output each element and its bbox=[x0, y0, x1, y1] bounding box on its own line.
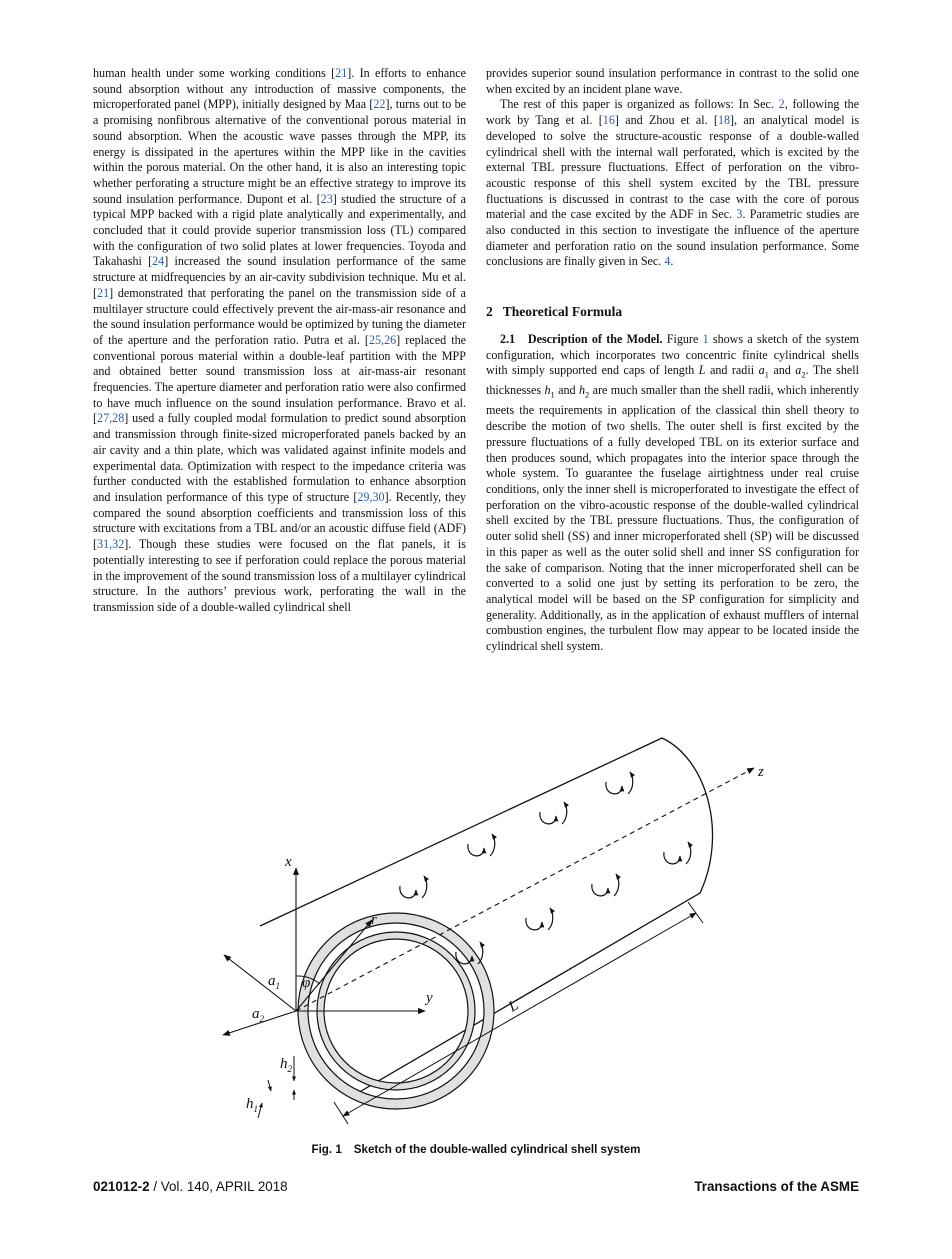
citation-link[interactable]: 16 bbox=[602, 113, 615, 128]
section-title: Theoretical Formula bbox=[502, 304, 623, 320]
z-axis-label: z bbox=[758, 764, 764, 780]
r-vector bbox=[296, 920, 372, 1011]
subscript: 2 bbox=[801, 369, 806, 380]
section-number: 2 bbox=[486, 304, 493, 320]
citation-link[interactable]: 18 bbox=[717, 113, 731, 128]
length-label: L bbox=[506, 997, 522, 1016]
h1-arrow-bottom bbox=[258, 1103, 262, 1118]
length-tick-right bbox=[688, 902, 703, 923]
length-dimension bbox=[343, 913, 696, 1116]
citation-link[interactable]: 21 bbox=[335, 66, 348, 80]
citation-link[interactable]: 3 bbox=[736, 207, 743, 222]
citation-link[interactable]: 2 bbox=[778, 97, 785, 112]
h1-arrow-top bbox=[268, 1080, 271, 1091]
citation-link[interactable]: 25,26 bbox=[368, 332, 397, 347]
turbulence-swirl-icon bbox=[686, 842, 691, 864]
math-symbol: L bbox=[698, 363, 706, 378]
math-symbol: h bbox=[544, 383, 551, 398]
turbulence-swirl-icon bbox=[526, 918, 542, 930]
turbulence-swirl-icon bbox=[614, 874, 619, 896]
subsection-title: Description of the Model. bbox=[527, 331, 663, 346]
footer-left bbox=[93, 1179, 288, 1194]
subscript: 2 bbox=[585, 389, 590, 400]
figure-number: Fig. 1 bbox=[311, 1143, 342, 1156]
right-column bbox=[486, 66, 859, 655]
left-column bbox=[93, 66, 466, 616]
citation-link[interactable]: 4 bbox=[664, 254, 671, 269]
a2-label: $a_2$ bbox=[252, 1006, 264, 1024]
x-axis-label: x bbox=[285, 854, 292, 870]
math-symbol: h bbox=[578, 383, 585, 398]
figure-caption bbox=[0, 1143, 952, 1156]
citation-link[interactable]: 23 bbox=[320, 191, 333, 206]
turbulence-swirl-icon bbox=[468, 844, 484, 856]
subscript: 1 bbox=[550, 389, 555, 400]
citation-link[interactable]: 27,28 bbox=[97, 411, 125, 426]
figure-shell-sketch bbox=[180, 738, 780, 1140]
citation-link[interactable]: 21 bbox=[97, 285, 110, 300]
turbulence-swirl-icon bbox=[540, 812, 556, 824]
body-paragraph: provides superior sound insulation performance in contrast to the solid one when excited by an incident plane wave. bbox=[486, 66, 859, 96]
a1-label: $a_1$ bbox=[268, 973, 280, 991]
turbulence-swirl-icon bbox=[664, 852, 680, 864]
h1-label: $h_1$ bbox=[246, 1096, 258, 1114]
turbulence-swirl-icon bbox=[562, 802, 567, 824]
length-tick-left bbox=[334, 1102, 348, 1124]
turbulence-swirl-icon bbox=[400, 886, 416, 898]
y-axis-label: y bbox=[426, 990, 433, 1006]
turbulence-swirl-icon bbox=[606, 782, 622, 794]
subsection-heading bbox=[500, 332, 663, 346]
body-paragraph: human health under some working conditions [21]. In efforts to enhance sound absorption without any introduction of massive components, the microperforated panel (MPP), initially designed by Maa [22], turns out to be a promising nonfibrous alternative of the conventional porous material in sound absorption. When the acoustic wave passes through the MPP, its energy is dissipated in the apertures within the MPP like in the cavities within the porous material. On the other hand, it is also an interesting topic whether perforating a structure might be an effective strategy to improve its sound insulation performance. Dupont et al. [23] studied the structure of a typical MPP backed with a rigid plate analytically and experimentally, and concluded that it could provide superior transmission loss (TL) compared with the configuration of two solid plates at lower frequencies. Toyoda and Takahashi [24] increased the sound insulation performance of the same structure at midfrequencies by an air-cavity subdivision technique. Mu et al. [21] demonstrated that perforating the panel on the transmission side of a multilayer structure could effectively prevent the air-mass-air resonance and the sound insulation performance would be optimized by tuning the diameter of the aperture and the perforation ratio. Putra et al. [25,26] replaced the conventional porous material within a double-leaf partition with the MPP and obtained better sound transmission loss at air-mass-air resonant frequencies. The aperture diameter and perforation ratio were also confirmed to have much influence on the sound insulation performance. Bravo et al. [27,28] used a fully coupled modal formulation to predict sound absorption and transmission through finite-sized microperforated panels backed by an air cavity and a thin plate, which was validated against infinite models and experimental data. Optimization with respect to the impedance criteria was further conducted with the established formulation to enhance absorption and insulation performance of this type of structure [29,30]. Recently, they compared the sound absorption coefficients and transmission loss of this structure with excitations from a TBL and/or an acoustic diffuse field (ADF) [31,32]. Though these studies were focused on the flat panels, it is potentially interesting to see if perforation could replace the porous material in the improvement of the sound transmission loss of a multilayer cylindrical structure. In the authors’ previous work, perforating the wall in the transmission side of a double-walled cylindrical shell bbox=[93, 66, 466, 614]
section-heading bbox=[486, 304, 859, 320]
citation-link[interactable]: 22 bbox=[373, 97, 386, 112]
footer-separator: / bbox=[153, 1179, 158, 1194]
turbulence-swirl-icon bbox=[628, 772, 633, 794]
turbulence-swirl-icon bbox=[592, 884, 608, 896]
journal-name: Transactions of the ASME bbox=[694, 1179, 859, 1194]
subscript: 1 bbox=[764, 369, 769, 380]
subsection-text: Figure 1 shows a sketch of the system configuration, which incorporates two concentric finite cylindrical shells with simply supported end caps of length L and radii $a_1$ and $a_2$. The shell thicknesses $h_1$ and $h_2$ are much smaller than the shell radii, which inherently meets the requirements in application of the classical thin shell theory to describe the motion of two shells. The outer shell is first excited by the pressure fluctuations of a fully developed TBL on its exterior surface and then produces sound, which propagates into the interior space through the whole system. To guarantee the fuselage airtightness under real cruise conditions, only the inner shell is microperforated to investigate the effect of perforation on the vibro-acoustic response of the double-walled cylindrical shell excited by the TBL pressure fluctuations. Thus, the configuration of outer solid shell (SS) and inner microperforated shell (SP) will be discussed in this paper as well as the outer solid shell and inner SS configuration for the sake of comparison. Noting that the inner microperforated shell can be converted to a solid one just by setting its perforation to be zero, the analytical model will be based on the SP configuration for simplicity and generality. Additionally, as in the application of exhaust mufflers of internal combustion engines, the turbulent flow may appear to be located inside the cylindrical shell system. bbox=[486, 331, 860, 654]
turbulence-swirl-icon bbox=[490, 834, 495, 856]
body-paragraph: The rest of this paper is organized as follows: In Sec. 2, following the work by Tang et al. [16] and Zhou et al. [18], an analytical model is developed to solve the structure-acoustic response of a double-walled cylindrical shell with the internal wall perforated, which is excited by the external TBL pressure fluctuations. Effect of perforation on the vibro-acoustic response of this shell system excited by the TBL pressure fluctuations is discussed in contrast to the case with the core of porous material and the case excited by the ADF in Sec. 3. Parametric studies are also conducted in this section to investigate the influence of the aperture diameter and perforation ratio on the sound insulation performance. Some conclusions are finally given in Sec. 4. bbox=[486, 97, 860, 269]
turbulence-swirl-icon bbox=[422, 876, 427, 898]
citation-link[interactable]: 1 bbox=[702, 331, 709, 346]
citation-link[interactable]: 24 bbox=[152, 254, 165, 269]
body-paragraph bbox=[486, 332, 859, 655]
citation-link[interactable]: 29,30 bbox=[357, 489, 385, 504]
phi-label: φ bbox=[302, 975, 311, 991]
caption-text: Sketch of the double-walled cylindrical shell system bbox=[353, 1143, 641, 1156]
turbulence-swirl-icon bbox=[548, 908, 553, 930]
math-symbol: a bbox=[795, 363, 802, 378]
a1-vector bbox=[224, 955, 296, 1011]
h2-label: $h_2$ bbox=[280, 1056, 292, 1074]
math-symbol: a bbox=[758, 363, 765, 378]
subsection-number: 2.1 bbox=[500, 331, 516, 346]
r-label: r bbox=[371, 912, 377, 928]
citation-link[interactable]: 31,32 bbox=[97, 537, 125, 552]
article-id: 021012-2 bbox=[93, 1179, 150, 1194]
volume-info: Vol. 140, APRIL 2018 bbox=[160, 1179, 288, 1194]
cylinder-diagram bbox=[180, 738, 780, 1140]
z-axis bbox=[296, 768, 754, 1011]
